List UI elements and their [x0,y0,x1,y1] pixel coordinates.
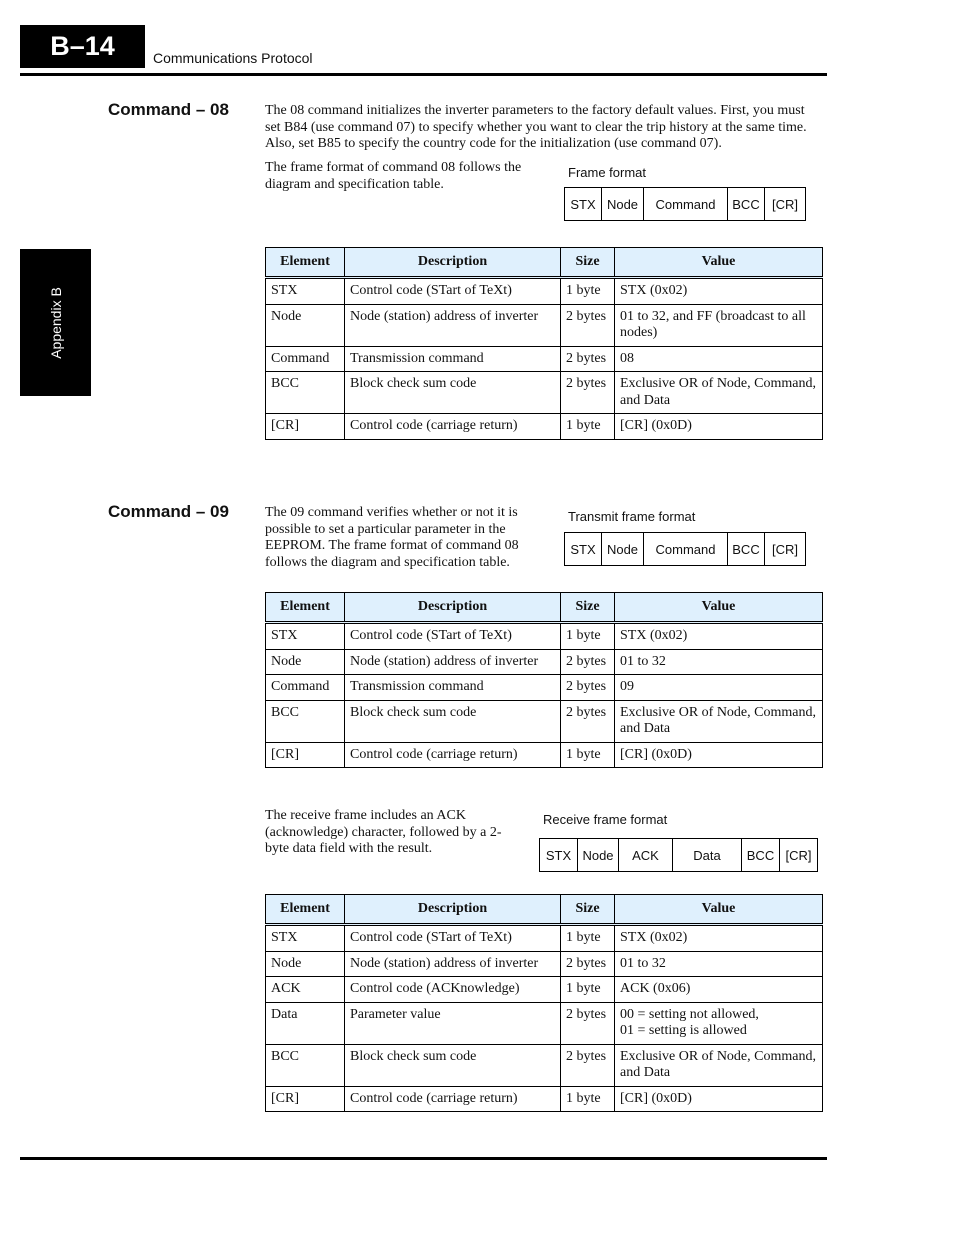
table-cell: Node (station) address of inverter [345,304,561,346]
table-row [266,977,823,1003]
table-cell: Command [266,675,345,701]
column-header: Description [345,895,561,925]
column-header: Description [345,593,561,623]
table-cell: 1 byte [561,278,615,305]
command-08-frame-note: The frame format of command 08 follows the diagram and specification table. [265,160,522,192]
frame-cell: STX [565,188,602,220]
frame-cell: Command [644,533,728,565]
table-cell: 2 bytes [561,346,615,372]
table-cell: 1 byte [561,977,615,1003]
command-09-intro: The 09 command verifies whether or not it is possible to set a particular parameter in the EEPROM. The frame format of command 08 follows the diagram and specification table. [265,505,519,570]
table-cell: 2 bytes [561,700,615,742]
table-row [266,623,823,650]
column-header: Element [266,248,345,278]
column-header: Size [561,895,615,925]
column-header: Element [266,593,345,623]
table-cell: Node (station) address of inverter [345,951,561,977]
table-cell: [CR] (0x0D) [615,1086,823,1112]
appendix-side-tab [20,249,91,396]
table-cell: Transmission command [345,675,561,701]
table-row [266,1044,823,1086]
table-row [266,372,823,414]
footer-rule [20,1157,827,1160]
frame-cell: [CR] [772,196,798,212]
frame-cell: Data [673,839,742,871]
frame-cell: [CR] [785,847,812,863]
table-cell: Exclusive OR of Node, Command, and Data [615,372,823,414]
table-cell: Control code (carriage return) [345,1086,561,1112]
table-cell: Node [266,304,345,346]
table-row [266,346,823,372]
table-header-row [266,248,823,278]
table-row [266,278,823,305]
table-cell: Transmission command [345,346,561,372]
table-cell: Control code (STart of TeXt) [345,278,561,305]
frame-cell: BCC [742,839,780,871]
table-cell: STX (0x02) [615,925,823,952]
command-09-heading: Command – 09 [108,502,229,521]
column-header: Size [561,593,615,623]
table-cell: 1 byte [561,623,615,650]
table-row [266,675,823,701]
frame-cell: STX [565,533,602,565]
table-row [266,1002,823,1044]
table-cell: Exclusive OR of Node, Command, and Data [615,700,823,742]
frame-cell: STX [540,839,578,871]
table-row [266,304,823,346]
table-cell: Control code (STart of TeXt) [345,925,561,952]
command-08-intro: The 08 command initializes the inverter parameters to the factory default values. First, you must set B84 (use command 07) to specify whether you want to clear the trip history at the same time. Also, set B85 to specify the country code for the initialization (use command 07). [265,103,807,151]
table-cell: 2 bytes [561,649,615,675]
table-cell: STX [266,925,345,952]
command-08-frame-label: Frame format [568,165,647,180]
frame-cell: Node [602,533,644,565]
table-cell: Control code (ACKnowledge) [345,977,561,1003]
table-cell: 09 [615,675,823,701]
receive-frame-label: Receive frame format [543,812,668,827]
table-header-row [266,593,823,623]
table-cell: 00 = setting not allowed, 01 = setting is allowed [615,1002,823,1044]
command-08-spec-table [265,247,823,440]
table-cell: 2 bytes [561,951,615,977]
table-cell: 01 to 32 [615,649,823,675]
table-row [266,951,823,977]
frame-cell: BCC [728,533,765,565]
table-cell: [CR] (0x0D) [615,742,823,768]
table-cell: 2 bytes [561,304,615,346]
table-cell: Control code (carriage return) [345,742,561,768]
command-08-frame-diagram [564,187,806,221]
table-cell: Block check sum code [345,372,561,414]
header-title: Communications Protocol [153,50,313,66]
table-cell: Parameter value [345,1002,561,1044]
table-cell: STX (0x02) [615,623,823,650]
table-cell: STX (0x02) [615,278,823,305]
table-cell: 2 bytes [561,675,615,701]
table-cell: 2 bytes [561,1002,615,1044]
table-cell: Node [266,951,345,977]
table-row [266,700,823,742]
column-header: Value [615,895,823,925]
table-cell: BCC [266,1044,345,1086]
appendix-side-tab-label: Appendix B [47,286,64,359]
table-cell: Node [266,649,345,675]
frame-cell: BCC [728,188,765,220]
table-row [266,742,823,768]
table-cell: 1 byte [561,1086,615,1112]
table-cell: 2 bytes [561,372,615,414]
command-09-frame-diagram [564,532,806,566]
table-row [266,414,823,440]
table-cell: Data [266,1002,345,1044]
table-row [266,649,823,675]
table-cell: ACK (0x06) [615,977,823,1003]
page-number: B–14 [20,25,145,68]
table-cell: [CR] [266,742,345,768]
column-header: Value [615,593,823,623]
receive-frame-intro: The receive frame includes an ACK (acknowledge) character, followed by a 2-byte data field with the result. [265,808,502,856]
command-09-frame-label: Transmit frame format [568,509,696,524]
table-header-row [266,895,823,925]
table-cell: 1 byte [561,925,615,952]
table-cell: Control code (carriage return) [345,414,561,440]
receive-frame-diagram [539,838,818,872]
table-cell: 01 to 32 [615,951,823,977]
command-08-heading: Command – 08 [108,100,229,119]
table-cell: 2 bytes [561,1044,615,1086]
frame-cell: Node [578,839,619,871]
column-header: Value [615,248,823,278]
table-cell: STX [266,623,345,650]
table-cell: [CR] [266,1086,345,1112]
table-cell: [CR] [266,414,345,440]
table-cell: Block check sum code [345,700,561,742]
table-cell: BCC [266,372,345,414]
table-row [266,1086,823,1112]
table-cell: Node (station) address of inverter [345,649,561,675]
table-cell: [CR] (0x0D) [615,414,823,440]
column-header: Description [345,248,561,278]
table-cell: Block check sum code [345,1044,561,1086]
column-header: Size [561,248,615,278]
frame-cell: [CR] [772,541,798,557]
table-cell: BCC [266,700,345,742]
table-cell: Command [266,346,345,372]
column-header: Element [266,895,345,925]
table-cell: Control code (STart of TeXt) [345,623,561,650]
table-cell: 1 byte [561,742,615,768]
table-cell: Exclusive OR of Node, Command, and Data [615,1044,823,1086]
command-09-spec-table [265,592,823,768]
table-cell: ACK [266,977,345,1003]
frame-cell: Command [644,188,728,220]
table-cell: 01 to 32, and FF (broadcast to all nodes) [615,304,823,346]
header-rule [20,73,827,76]
table-cell: STX [266,278,345,305]
table-row [266,925,823,952]
receive-spec-table [265,894,823,1112]
frame-cell: Node [602,188,644,220]
table-cell: 08 [615,346,823,372]
frame-cell: ACK [619,839,673,871]
table-cell: 1 byte [561,414,615,440]
